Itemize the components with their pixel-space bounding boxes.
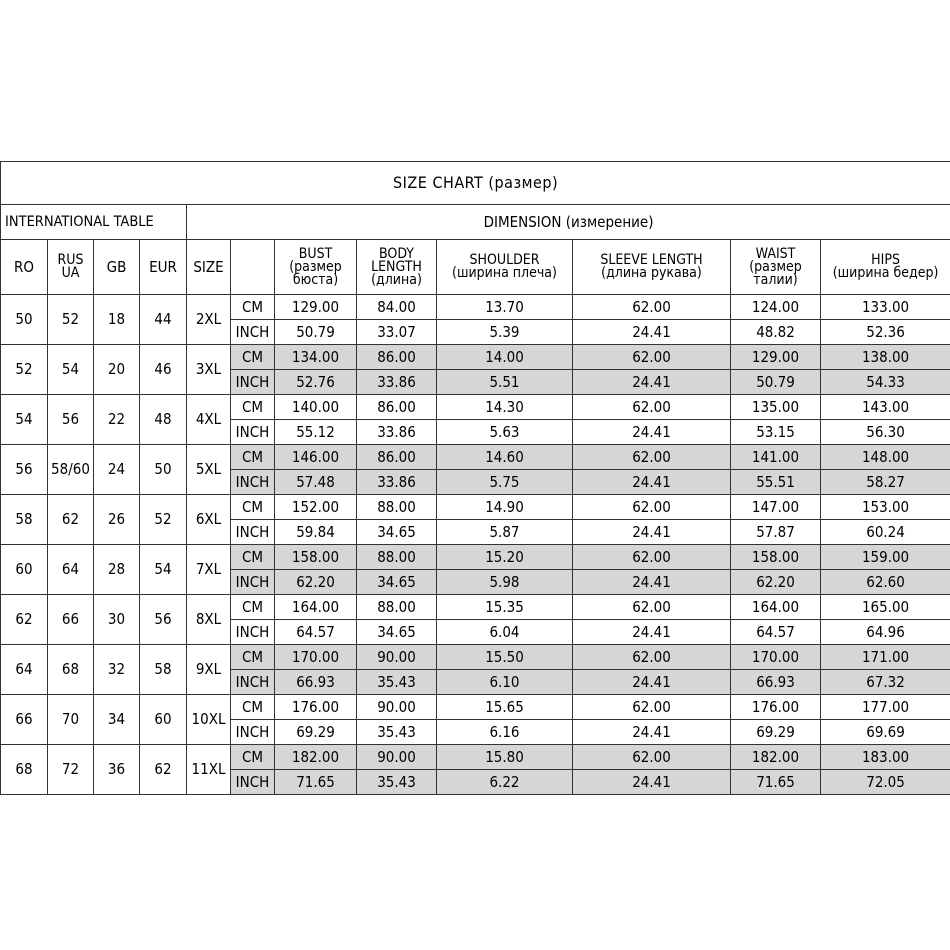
cell-hips-inch: 54.33 bbox=[821, 370, 950, 395]
cell-eur: 60 bbox=[140, 695, 187, 745]
column-header-row bbox=[1, 240, 950, 295]
cell-body-length-inch: 33.07 bbox=[357, 320, 437, 345]
cell-bust-cm: 152.00 bbox=[275, 495, 357, 520]
cell-bust-inch: 66.93 bbox=[275, 670, 357, 695]
table-row bbox=[1, 595, 950, 620]
cell-hips-inch: 52.36 bbox=[821, 320, 950, 345]
cell-hips-cm: 165.00 bbox=[821, 595, 950, 620]
cell-size: 9XL bbox=[187, 645, 231, 695]
cell-sleeve-length-cm: 62.00 bbox=[573, 445, 731, 470]
unit-label-inch: INCH bbox=[231, 570, 275, 595]
cell-eur: 58 bbox=[140, 645, 187, 695]
unit-label-cm: CM bbox=[231, 445, 275, 470]
cell-bust-cm: 164.00 bbox=[275, 595, 357, 620]
cell-ro: 64 bbox=[1, 645, 48, 695]
cell-waist-inch: 55.51 bbox=[731, 470, 821, 495]
table-row bbox=[1, 645, 950, 670]
cell-ro: 68 bbox=[1, 745, 48, 795]
cell-rus-ua: 58/60 bbox=[48, 445, 94, 495]
cell-hips-cm: 159.00 bbox=[821, 545, 950, 570]
cell-body-length-inch: 35.43 bbox=[357, 720, 437, 745]
cell-shoulder-inch: 6.22 bbox=[437, 770, 573, 795]
cell-sleeve-length-inch: 24.41 bbox=[573, 470, 731, 495]
cell-bust-cm: 129.00 bbox=[275, 295, 357, 320]
section-row bbox=[1, 205, 950, 240]
cell-ro: 58 bbox=[1, 495, 48, 545]
cell-rus-ua: 62 bbox=[48, 495, 94, 545]
cell-ro: 56 bbox=[1, 445, 48, 495]
cell-hips-cm: 148.00 bbox=[821, 445, 950, 470]
dimension-label: DIMENSION (измерение) bbox=[187, 205, 950, 240]
cell-eur: 52 bbox=[140, 495, 187, 545]
cell-sleeve-length-cm: 62.00 bbox=[573, 745, 731, 770]
cell-sleeve-length-cm: 62.00 bbox=[573, 495, 731, 520]
cell-gb: 34 bbox=[94, 695, 140, 745]
cell-bust-cm: 158.00 bbox=[275, 545, 357, 570]
cell-rus-ua: 56 bbox=[48, 395, 94, 445]
cell-hips-cm: 138.00 bbox=[821, 345, 950, 370]
cell-sleeve-length-cm: 62.00 bbox=[573, 395, 731, 420]
unit-label-inch: INCH bbox=[231, 420, 275, 445]
unit-label-cm: CM bbox=[231, 645, 275, 670]
cell-waist-inch: 62.20 bbox=[731, 570, 821, 595]
unit-label-inch: INCH bbox=[231, 370, 275, 395]
cell-shoulder-cm: 15.20 bbox=[437, 545, 573, 570]
col-header-ro: RO bbox=[1, 240, 48, 295]
cell-eur: 62 bbox=[140, 745, 187, 795]
cell-size: 11XL bbox=[187, 745, 231, 795]
cell-shoulder-inch: 5.63 bbox=[437, 420, 573, 445]
cell-waist-cm: 158.00 bbox=[731, 545, 821, 570]
col-header-bust: BUST (размер бюста) bbox=[275, 240, 357, 295]
cell-waist-cm: 129.00 bbox=[731, 345, 821, 370]
unit-label-cm: CM bbox=[231, 495, 275, 520]
cell-rus-ua: 64 bbox=[48, 545, 94, 595]
cell-hips-inch: 56.30 bbox=[821, 420, 950, 445]
cell-ro: 62 bbox=[1, 595, 48, 645]
cell-body-length-cm: 86.00 bbox=[357, 445, 437, 470]
cell-shoulder-inch: 6.04 bbox=[437, 620, 573, 645]
table-row bbox=[1, 745, 950, 770]
cell-body-length-inch: 34.65 bbox=[357, 520, 437, 545]
cell-bust-inch: 69.29 bbox=[275, 720, 357, 745]
cell-hips-cm: 143.00 bbox=[821, 395, 950, 420]
cell-shoulder-cm: 15.35 bbox=[437, 595, 573, 620]
cell-shoulder-cm: 15.80 bbox=[437, 745, 573, 770]
cell-sleeve-length-cm: 62.00 bbox=[573, 545, 731, 570]
unit-label-cm: CM bbox=[231, 595, 275, 620]
cell-shoulder-cm: 14.00 bbox=[437, 345, 573, 370]
cell-sleeve-length-inch: 24.41 bbox=[573, 320, 731, 345]
cell-ro: 52 bbox=[1, 345, 48, 395]
cell-size: 10XL bbox=[187, 695, 231, 745]
cell-size: 6XL bbox=[187, 495, 231, 545]
cell-sleeve-length-cm: 62.00 bbox=[573, 295, 731, 320]
cell-ro: 50 bbox=[1, 295, 48, 345]
cell-hips-inch: 67.32 bbox=[821, 670, 950, 695]
col-header-sleeve-length: SLEEVE LENGTH (длина рукава) bbox=[573, 240, 731, 295]
unit-label-cm: CM bbox=[231, 345, 275, 370]
cell-body-length-cm: 90.00 bbox=[357, 645, 437, 670]
cell-size: 7XL bbox=[187, 545, 231, 595]
cell-bust-inch: 59.84 bbox=[275, 520, 357, 545]
cell-rus-ua: 72 bbox=[48, 745, 94, 795]
unit-label-inch: INCH bbox=[231, 520, 275, 545]
unit-label-inch: INCH bbox=[231, 670, 275, 695]
unit-label-cm: CM bbox=[231, 745, 275, 770]
unit-label-inch: INCH bbox=[231, 620, 275, 645]
cell-bust-inch: 57.48 bbox=[275, 470, 357, 495]
cell-body-length-cm: 88.00 bbox=[357, 495, 437, 520]
cell-bust-inch: 55.12 bbox=[275, 420, 357, 445]
cell-body-length-inch: 33.86 bbox=[357, 420, 437, 445]
cell-hips-cm: 133.00 bbox=[821, 295, 950, 320]
cell-body-length-cm: 90.00 bbox=[357, 745, 437, 770]
cell-shoulder-cm: 15.65 bbox=[437, 695, 573, 720]
cell-waist-inch: 66.93 bbox=[731, 670, 821, 695]
cell-waist-cm: 182.00 bbox=[731, 745, 821, 770]
table-row bbox=[1, 395, 950, 420]
cell-rus-ua: 70 bbox=[48, 695, 94, 745]
cell-eur: 48 bbox=[140, 395, 187, 445]
size-chart-title: SIZE CHART (размер) bbox=[1, 162, 950, 205]
cell-bust-inch: 50.79 bbox=[275, 320, 357, 345]
cell-body-length-inch: 34.65 bbox=[357, 620, 437, 645]
cell-sleeve-length-inch: 24.41 bbox=[573, 770, 731, 795]
table-row bbox=[1, 545, 950, 570]
cell-gb: 24 bbox=[94, 445, 140, 495]
cell-eur: 54 bbox=[140, 545, 187, 595]
unit-label-inch: INCH bbox=[231, 320, 275, 345]
col-header-waist: WAIST (размер талии) bbox=[731, 240, 821, 295]
cell-ro: 54 bbox=[1, 395, 48, 445]
cell-waist-cm: 135.00 bbox=[731, 395, 821, 420]
cell-body-length-cm: 88.00 bbox=[357, 545, 437, 570]
cell-shoulder-inch: 5.87 bbox=[437, 520, 573, 545]
cell-gb: 20 bbox=[94, 345, 140, 395]
cell-rus-ua: 68 bbox=[48, 645, 94, 695]
cell-hips-inch: 58.27 bbox=[821, 470, 950, 495]
cell-waist-cm: 176.00 bbox=[731, 695, 821, 720]
cell-hips-inch: 64.96 bbox=[821, 620, 950, 645]
col-header-size: SIZE bbox=[187, 240, 231, 295]
cell-sleeve-length-inch: 24.41 bbox=[573, 420, 731, 445]
cell-gb: 30 bbox=[94, 595, 140, 645]
cell-rus-ua: 66 bbox=[48, 595, 94, 645]
cell-bust-cm: 146.00 bbox=[275, 445, 357, 470]
cell-sleeve-length-inch: 24.41 bbox=[573, 670, 731, 695]
cell-size: 5XL bbox=[187, 445, 231, 495]
cell-sleeve-length-cm: 62.00 bbox=[573, 345, 731, 370]
cell-waist-cm: 164.00 bbox=[731, 595, 821, 620]
cell-bust-cm: 170.00 bbox=[275, 645, 357, 670]
cell-shoulder-inch: 6.16 bbox=[437, 720, 573, 745]
cell-hips-cm: 177.00 bbox=[821, 695, 950, 720]
cell-shoulder-cm: 13.70 bbox=[437, 295, 573, 320]
unit-label-cm: CM bbox=[231, 295, 275, 320]
cell-shoulder-inch: 5.39 bbox=[437, 320, 573, 345]
cell-eur: 56 bbox=[140, 595, 187, 645]
cell-shoulder-inch: 5.98 bbox=[437, 570, 573, 595]
cell-gb: 32 bbox=[94, 645, 140, 695]
cell-body-length-cm: 86.00 bbox=[357, 395, 437, 420]
table-row bbox=[1, 345, 950, 370]
cell-eur: 44 bbox=[140, 295, 187, 345]
cell-size: 2XL bbox=[187, 295, 231, 345]
col-header-hips: HIPS (ширина бедер) bbox=[821, 240, 950, 295]
cell-shoulder-inch: 5.51 bbox=[437, 370, 573, 395]
cell-size: 4XL bbox=[187, 395, 231, 445]
cell-bust-inch: 71.65 bbox=[275, 770, 357, 795]
cell-sleeve-length-inch: 24.41 bbox=[573, 720, 731, 745]
cell-body-length-cm: 84.00 bbox=[357, 295, 437, 320]
cell-bust-cm: 182.00 bbox=[275, 745, 357, 770]
col-header-shoulder: SHOULDER (ширина плеча) bbox=[437, 240, 573, 295]
cell-hips-inch: 69.69 bbox=[821, 720, 950, 745]
international-table-label: INTERNATIONAL TABLE bbox=[1, 205, 187, 240]
cell-ro: 66 bbox=[1, 695, 48, 745]
cell-hips-cm: 183.00 bbox=[821, 745, 950, 770]
table-row bbox=[1, 445, 950, 470]
cell-bust-cm: 140.00 bbox=[275, 395, 357, 420]
cell-shoulder-inch: 5.75 bbox=[437, 470, 573, 495]
cell-hips-inch: 60.24 bbox=[821, 520, 950, 545]
cell-rus-ua: 52 bbox=[48, 295, 94, 345]
cell-body-length-inch: 34.65 bbox=[357, 570, 437, 595]
cell-body-length-inch: 33.86 bbox=[357, 470, 437, 495]
unit-label-inch: INCH bbox=[231, 720, 275, 745]
cell-bust-inch: 62.20 bbox=[275, 570, 357, 595]
cell-hips-cm: 153.00 bbox=[821, 495, 950, 520]
col-header-rus-ua: RUS UA bbox=[48, 240, 94, 295]
unit-label-inch: INCH bbox=[231, 770, 275, 795]
cell-hips-inch: 72.05 bbox=[821, 770, 950, 795]
cell-waist-inch: 69.29 bbox=[731, 720, 821, 745]
col-header-body-length: BODY LENGTH (длина) bbox=[357, 240, 437, 295]
cell-gb: 22 bbox=[94, 395, 140, 445]
col-header-unit bbox=[231, 240, 275, 295]
cell-body-length-inch: 35.43 bbox=[357, 670, 437, 695]
cell-size: 3XL bbox=[187, 345, 231, 395]
cell-waist-inch: 71.65 bbox=[731, 770, 821, 795]
unit-label-cm: CM bbox=[231, 545, 275, 570]
cell-gb: 36 bbox=[94, 745, 140, 795]
col-header-eur: EUR bbox=[140, 240, 187, 295]
cell-bust-inch: 52.76 bbox=[275, 370, 357, 395]
col-header-gb: GB bbox=[94, 240, 140, 295]
cell-sleeve-length-cm: 62.00 bbox=[573, 695, 731, 720]
cell-body-length-cm: 90.00 bbox=[357, 695, 437, 720]
cell-rus-ua: 54 bbox=[48, 345, 94, 395]
unit-label-inch: INCH bbox=[231, 470, 275, 495]
cell-ro: 60 bbox=[1, 545, 48, 595]
cell-sleeve-length-inch: 24.41 bbox=[573, 620, 731, 645]
unit-label-cm: CM bbox=[231, 395, 275, 420]
cell-bust-inch: 64.57 bbox=[275, 620, 357, 645]
cell-bust-cm: 134.00 bbox=[275, 345, 357, 370]
cell-body-length-inch: 35.43 bbox=[357, 770, 437, 795]
cell-sleeve-length-inch: 24.41 bbox=[573, 570, 731, 595]
cell-sleeve-length-inch: 24.41 bbox=[573, 520, 731, 545]
table-row bbox=[1, 695, 950, 720]
cell-gb: 28 bbox=[94, 545, 140, 595]
cell-sleeve-length-inch: 24.41 bbox=[573, 370, 731, 395]
cell-bust-cm: 176.00 bbox=[275, 695, 357, 720]
cell-shoulder-inch: 6.10 bbox=[437, 670, 573, 695]
table-row bbox=[1, 495, 950, 520]
cell-shoulder-cm: 14.60 bbox=[437, 445, 573, 470]
cell-sleeve-length-cm: 62.00 bbox=[573, 595, 731, 620]
cell-waist-cm: 141.00 bbox=[731, 445, 821, 470]
cell-body-length-cm: 88.00 bbox=[357, 595, 437, 620]
cell-shoulder-cm: 14.30 bbox=[437, 395, 573, 420]
cell-eur: 50 bbox=[140, 445, 187, 495]
cell-waist-inch: 50.79 bbox=[731, 370, 821, 395]
title-row bbox=[1, 162, 950, 205]
cell-waist-inch: 57.87 bbox=[731, 520, 821, 545]
cell-shoulder-cm: 14.90 bbox=[437, 495, 573, 520]
cell-gb: 26 bbox=[94, 495, 140, 545]
cell-body-length-cm: 86.00 bbox=[357, 345, 437, 370]
table-row bbox=[1, 295, 950, 320]
cell-waist-cm: 147.00 bbox=[731, 495, 821, 520]
cell-hips-cm: 171.00 bbox=[821, 645, 950, 670]
cell-body-length-inch: 33.86 bbox=[357, 370, 437, 395]
size-chart-table bbox=[0, 161, 950, 795]
cell-hips-inch: 62.60 bbox=[821, 570, 950, 595]
cell-size: 8XL bbox=[187, 595, 231, 645]
cell-sleeve-length-cm: 62.00 bbox=[573, 645, 731, 670]
cell-eur: 46 bbox=[140, 345, 187, 395]
cell-waist-inch: 53.15 bbox=[731, 420, 821, 445]
cell-waist-inch: 64.57 bbox=[731, 620, 821, 645]
unit-label-cm: CM bbox=[231, 695, 275, 720]
cell-waist-cm: 124.00 bbox=[731, 295, 821, 320]
cell-waist-inch: 48.82 bbox=[731, 320, 821, 345]
cell-waist-cm: 170.00 bbox=[731, 645, 821, 670]
cell-shoulder-cm: 15.50 bbox=[437, 645, 573, 670]
cell-gb: 18 bbox=[94, 295, 140, 345]
